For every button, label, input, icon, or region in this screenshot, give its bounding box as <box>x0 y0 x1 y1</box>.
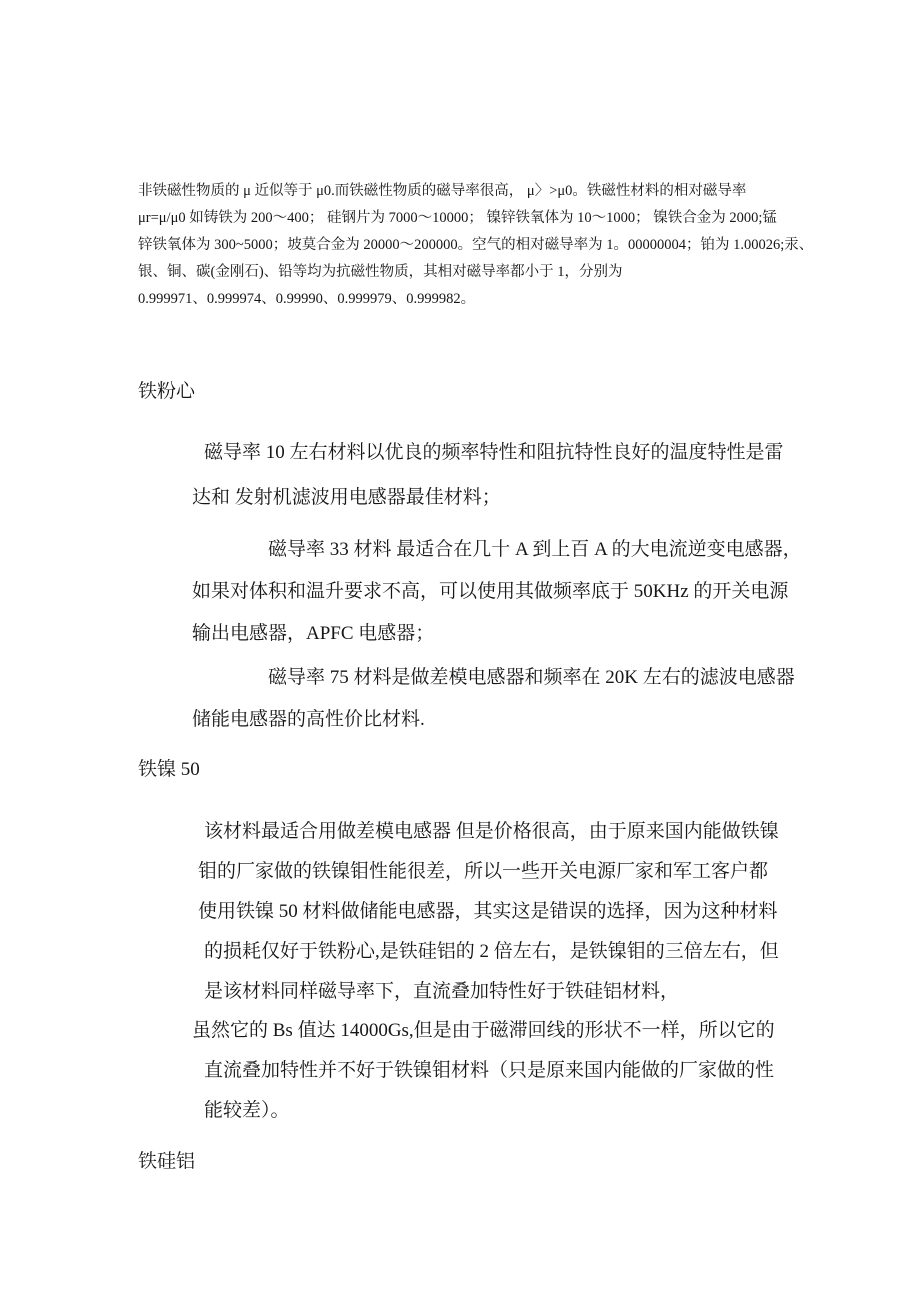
paragraph-line: 输出电感器，APFC 电感器； <box>192 623 435 644</box>
paragraph-line: 该材料最适合用做差模电感器 但是价格很高，由于原来国内能做铁镍 <box>204 821 779 842</box>
paragraph-line: 磁导率 33 材料 最适合在几十 A 到上百 A 的大电流逆变电感器， <box>268 539 802 560</box>
paragraph-line: 的损耗仅好于铁粉心,是铁硅铝的 2 倍左右，是铁镍钼的三倍左右，但 <box>204 941 779 962</box>
paragraph-line: 磁导率 75 材料是做差模电感器和频率在 20K 左右的滤波电感器 <box>268 667 795 688</box>
paragraph-line: 磁导率 10 左右材料以优良的频率特性和阻抗特性良好的温度特性是雷 <box>204 442 784 463</box>
section-heading-fe-ni-50: 铁镍 50 <box>138 759 200 780</box>
paragraph-line: 钼的厂家做的铁镍钼性能很差，所以一些开关电源厂家和军工客户都 <box>198 861 769 882</box>
paragraph-line: 达和 发射机滤波用电感器最佳材料； <box>192 487 501 508</box>
paragraph-line: 使用铁镍 50 材料做储能电感器，其实这是错误的选择，因为这种材料 <box>198 901 778 922</box>
intro-line: 非铁磁性物质的 μ 近似等于 μ0.而铁磁性物质的磁导率很高， μ〉>μ0。铁磁性材料的相对磁导率 <box>138 183 747 199</box>
intro-line: 锌铁氧体为 300~5000；坡莫合金为 20000～200000。空气的相对磁导率为 1。00000004；铂为 1.00026;汞、 <box>138 237 814 253</box>
intro-line: μr=μ/μ0 如铸铁为 200～400； 硅钢片为 7000～10000； 镍锌铁氧体为 10～1000； 镍铁合金为 2000;锰 <box>138 210 777 226</box>
paragraph-bs-value <box>192 1011 832 1131</box>
intro-line: 0.999971、0.999974、0.99990、0.999979、0.999982。 <box>138 291 476 307</box>
section-heading-fe-si-al: 铁硅铝 <box>138 1151 196 1172</box>
paragraph-permeability-75 <box>192 657 832 741</box>
paragraph-permeability-10 <box>192 430 832 520</box>
paragraph-line: 能较差）。 <box>204 1100 290 1121</box>
paragraph-permeability-33 <box>192 529 832 655</box>
intro-paragraph <box>138 178 838 313</box>
paragraph-fe-ni-50-description <box>192 812 832 1012</box>
paragraph-line: 如果对体积和温升要求不高，可以使用其做频率底于 50KHz 的开关电源 <box>192 581 789 602</box>
paragraph-line: 虽然它的 Bs 值达 14000Gs,但是由于磁滞回线的形状不一样，所以它的 <box>192 1020 775 1041</box>
paragraph-line: 储能电感器的高性价比材料. <box>192 709 425 730</box>
section-heading-iron-powder-core: 铁粉心 <box>138 381 196 402</box>
paragraph-line: 直流叠加特性并不好于铁镍钼材料（只是原来国内能做的厂家做的性 <box>204 1060 775 1081</box>
intro-line: 银、铜、碳(金刚石)、铅等均为抗磁性物质，其相对磁导率都小于 1，分别为 <box>138 264 623 280</box>
paragraph-line: 是该材料同样磁导率下，直流叠加特性好于铁硅铝材料， <box>204 981 680 1002</box>
